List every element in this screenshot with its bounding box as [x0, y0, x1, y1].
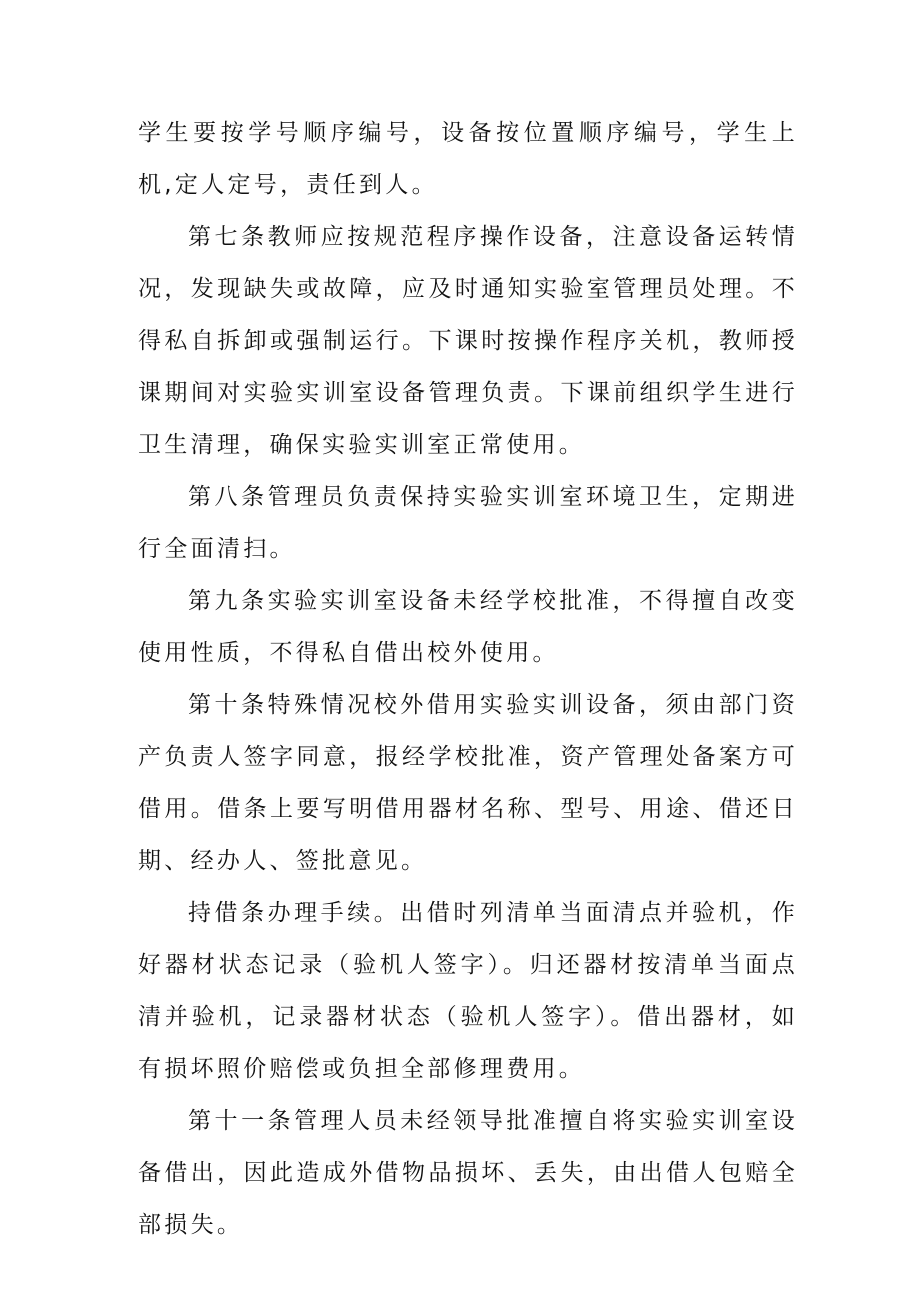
paragraph-article-11: 第十一条管理人员未经领导批准擅自将实验实训室设备借出，因此造成外借物品损坏、丢失，由出借人包赔全部损失。 [138, 1108, 798, 1238]
paragraph-article-7: 第七条教师应按规范程序操作设备，注意设备运转情况，发现缺失或故障，应及时通知实验室管理员处理。不得私自拆卸或强制运行。下课时按操作程序关机，教师授课期间对实验实训室设备管理负责。下课前组织学生进行卫生清理，确保实验实训室正常使用。 [138, 224, 798, 458]
paragraph-article-9: 第九条实验实训室设备未经学校批准，不得擅自改变使用性质，不得私自借出校外使用。 [138, 588, 798, 666]
paragraph-article-8: 第八条管理员负责保持实验实训室环境卫生，定期进行全面清扫。 [138, 484, 798, 562]
document-body [138, 107, 798, 1251]
paragraph-continued: 学生要按学号顺序编号，设备按位置顺序编号，学生上机,定人定号，责任到人。 [138, 120, 798, 198]
paragraph-article-10: 第十条特殊情况校外借用实验实训设备，须由部门资产负责人签字同意，报经学校批准，资产管理处备案方可借用。借条上要写明借用器材名称、型号、用途、借还日期、经办人、签批意见。 [138, 692, 798, 874]
paragraph-borrowing-procedure: 持借条办理手续。出借时列清单当面清点并验机，作好器材状态记录（验机人签字）。归还器材按清单当面点清并验机，记录器材状态（验机人签字）。借出器材，如有损坏照价赔偿或负担全部修理费用。 [138, 900, 798, 1082]
